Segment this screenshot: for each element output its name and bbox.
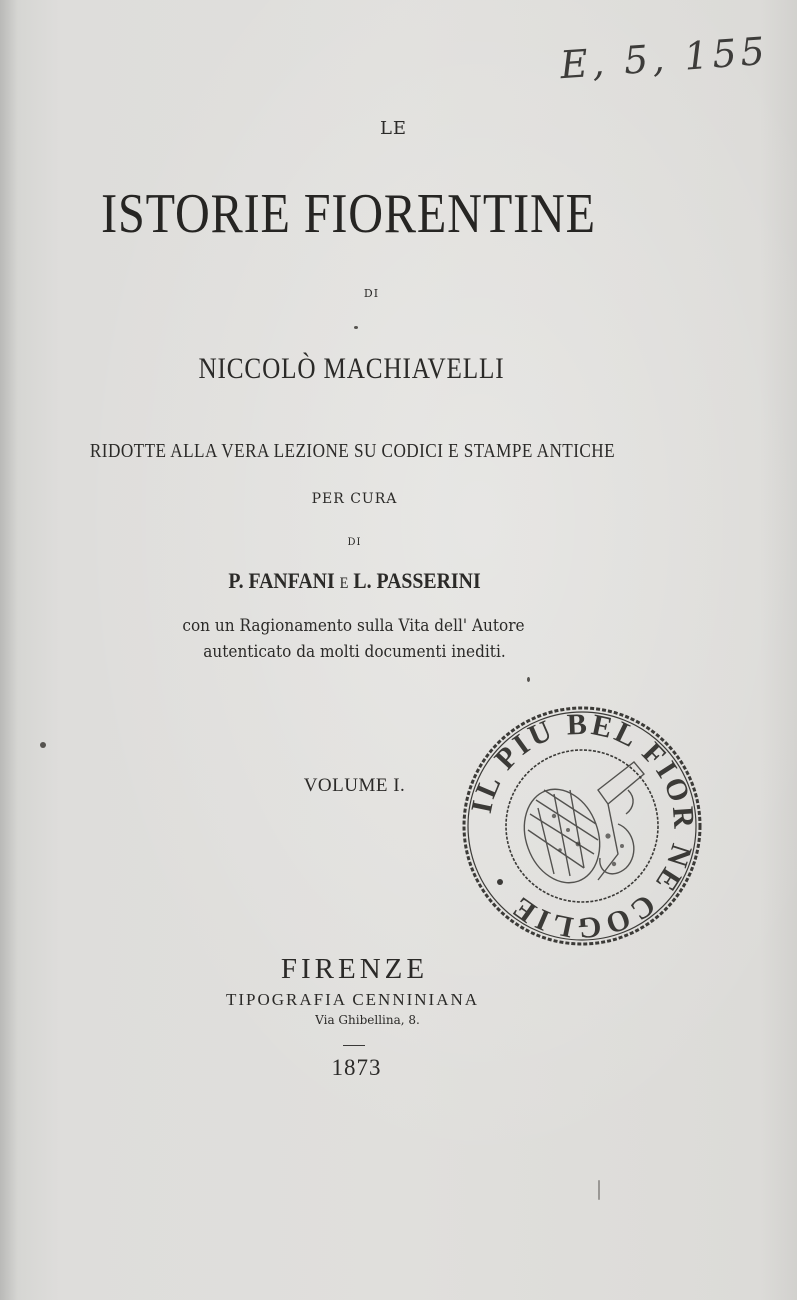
description-line-2: autenticato da molti documenti inediti. bbox=[203, 642, 506, 662]
paper-speck bbox=[40, 742, 46, 748]
editor-conjunction: E bbox=[339, 575, 349, 592]
by-label-editors: DI bbox=[347, 537, 362, 548]
editors bbox=[0, 568, 713, 594]
crusca-stamp-icon bbox=[458, 704, 706, 948]
author-name: NICCOLÒ MACHIAVELLI bbox=[198, 352, 505, 385]
handwritten-shelfmark: E, 5, 155 bbox=[558, 28, 771, 88]
volume-label: VOLUME I. bbox=[303, 775, 406, 796]
imprint-printer: TIPOGRAFIA CENNINIANA bbox=[225, 990, 480, 1009]
imprint-address: Via Ghibellina, 8. bbox=[315, 1013, 420, 1027]
imprint-city: FIRENZE bbox=[280, 953, 429, 985]
library-stamp bbox=[458, 704, 706, 948]
paper-crease bbox=[598, 1180, 600, 1200]
edited-by-label: PER CURA bbox=[311, 491, 398, 507]
imprint-year: 1873 bbox=[331, 1055, 382, 1080]
title-article: LE bbox=[379, 118, 408, 139]
by-label: DI bbox=[363, 287, 380, 300]
svg-text:IL PIU BEL FIOR NE COGLIE: IL PIU BEL FIOR NE COGLIE bbox=[464, 707, 701, 945]
paper-speck bbox=[527, 677, 530, 682]
subtitle: RIDOTTE ALLA VERA LEZIONE SU CODICI E STAMPE ANTICHE bbox=[89, 440, 616, 462]
book-title: ISTORIE FIORENTINE bbox=[101, 183, 596, 245]
paper-speck bbox=[354, 326, 358, 329]
editor-fanfani: P. FANFANI bbox=[228, 568, 335, 593]
imprint-divider bbox=[343, 1045, 365, 1046]
editor-passerini: L. PASSERINI bbox=[353, 568, 481, 593]
description-line-1: con un Ragionamento sulla Vita dell' Autore bbox=[182, 616, 525, 636]
